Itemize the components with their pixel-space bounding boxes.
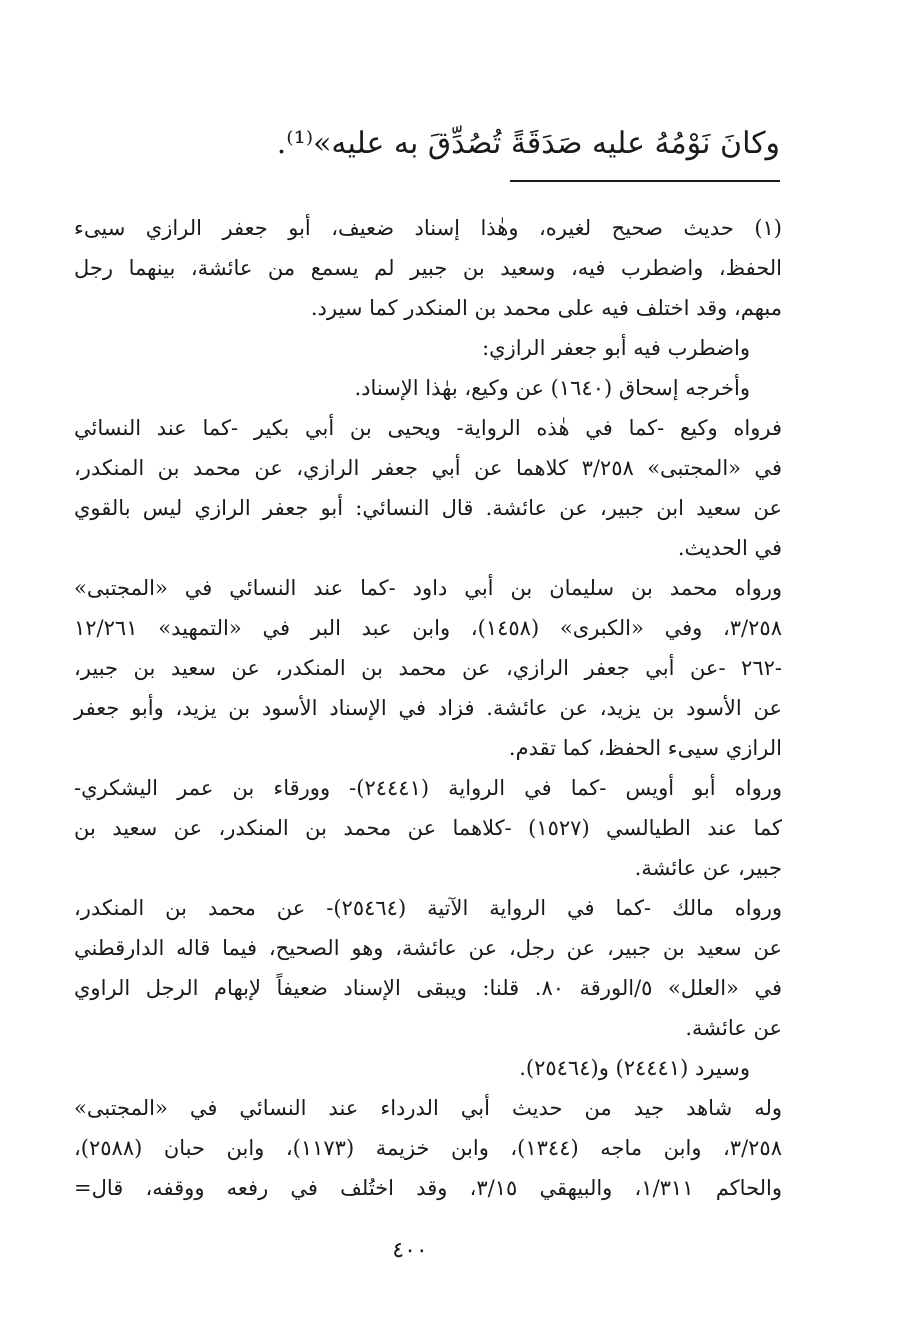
footnote-line: ورواه محمد بن سليمان بن أبي داود -كما عند النسائي في «المجتبى»	[74, 576, 782, 600]
footnote-line: وله شاهد جيد من حديث أبي الدرداء عند النسائي في «المجتبى»	[74, 1096, 782, 1120]
footnote-line: واضطرب فيه أبو جعفر الرازي:	[482, 336, 750, 360]
page-number: ٤٠٠	[392, 1238, 428, 1263]
footnote-line: في الحديث.	[677, 536, 782, 560]
footnote-line: ٣/٢٥٨، وفي «الكبرى» (١٤٥٨)، وابن عبد البر في «التمهيد» ١٢/٢٦١	[74, 616, 782, 640]
footnote-line: جبير، عن عائشة.	[634, 856, 782, 880]
footnote-line: مبهم، وقد اختلف فيه على محمد بن المنكدر كما سيرد.	[310, 296, 782, 320]
footnote-line: عن سعيد بن جبير، عن رجل، عن عائشة، وهو الصحيح، فيما قاله الدارقطني	[74, 936, 782, 960]
footnote-line: وأخرجه إسحاق (١٦٤٠) عن وكيع، بهٰذا الإسناد.	[354, 376, 750, 400]
footnote-line: في «العلل» ٥/الورقة ٨٠. قلنا: ويبقى الإسناد ضعيفاً لإبهام الرجل الراوي	[74, 976, 782, 1000]
footnote-line: -٢٦٢ -عن أبي جعفر الرازي، عن محمد بن المنكدر، عن سعيد بن جبير،	[74, 656, 782, 680]
footnote-line: (١) حديث صحيح لغيره، وهٰذا إسناد ضعيف، أبو جعفر الرازي سيىء	[74, 216, 782, 240]
footnote-line: عن عائشة.	[685, 1016, 782, 1040]
footnote-line: عن سعيد ابن جبير، عن عائشة. قال النسائي: أبو جعفر الرازي ليس بالقوي	[74, 496, 782, 520]
footnote-line: ورواه أبو أويس -كما في الرواية (٢٤٤٤١)- وورقاء بن عمر اليشكري-	[74, 776, 782, 800]
footnote-line: عن الأسود بن يزيد، عن عائشة. فزاد في الإسناد الأسود بن يزيد، وأبو جعفر	[74, 696, 782, 720]
hadith-text-line: وكانَ نَوْمُهُ عليه صَدَقَةً تُصُدِّقَ به عليه»⁽¹⁾.	[276, 126, 780, 161]
footnote-line: في «المجتبى» ٣/٢٥٨ كلاهما عن أبي جعفر الرازي، عن محمد بن المنكدر،	[74, 456, 782, 480]
footnote-line: الحفظ، واضطرب فيه، وسعيد بن جبير لم يسمع من عائشة، بينهما رجل	[74, 256, 782, 280]
footnote-line: والحاكم ١/٣١١، والبيهقي ٣/١٥، وقد اختُلف في رفعه ووقفه، قال=	[74, 1176, 782, 1200]
footnote-line: ٣/٢٥٨، وابن ماجه (١٣٤٤)، وابن خزيمة (١١٧٣)، وابن حبان (٢٥٨٨)،	[74, 1136, 782, 1160]
footnote-line: وسيرد (٢٤٤٤١) و(٢٥٤٦٤).	[519, 1056, 750, 1080]
footnotes-block	[74, 208, 782, 1208]
footnote-line: ورواه مالك -كما في الرواية الآتية (٢٥٤٦٤)- عن محمد بن المنكدر،	[74, 896, 782, 920]
footnote-line: كما عند الطيالسي (١٥٢٧) -كلاهما عن محمد بن المنكدر، عن سعيد بن	[74, 816, 782, 840]
footnote-line: فرواه وكيع -كما في هٰذه الرواية- ويحيى بن أبي بكير -كما عند النسائي	[74, 416, 782, 440]
footnote-line: الرازي سيىء الحفظ، كما تقدم.	[508, 736, 782, 760]
footnote-separator	[510, 180, 780, 182]
